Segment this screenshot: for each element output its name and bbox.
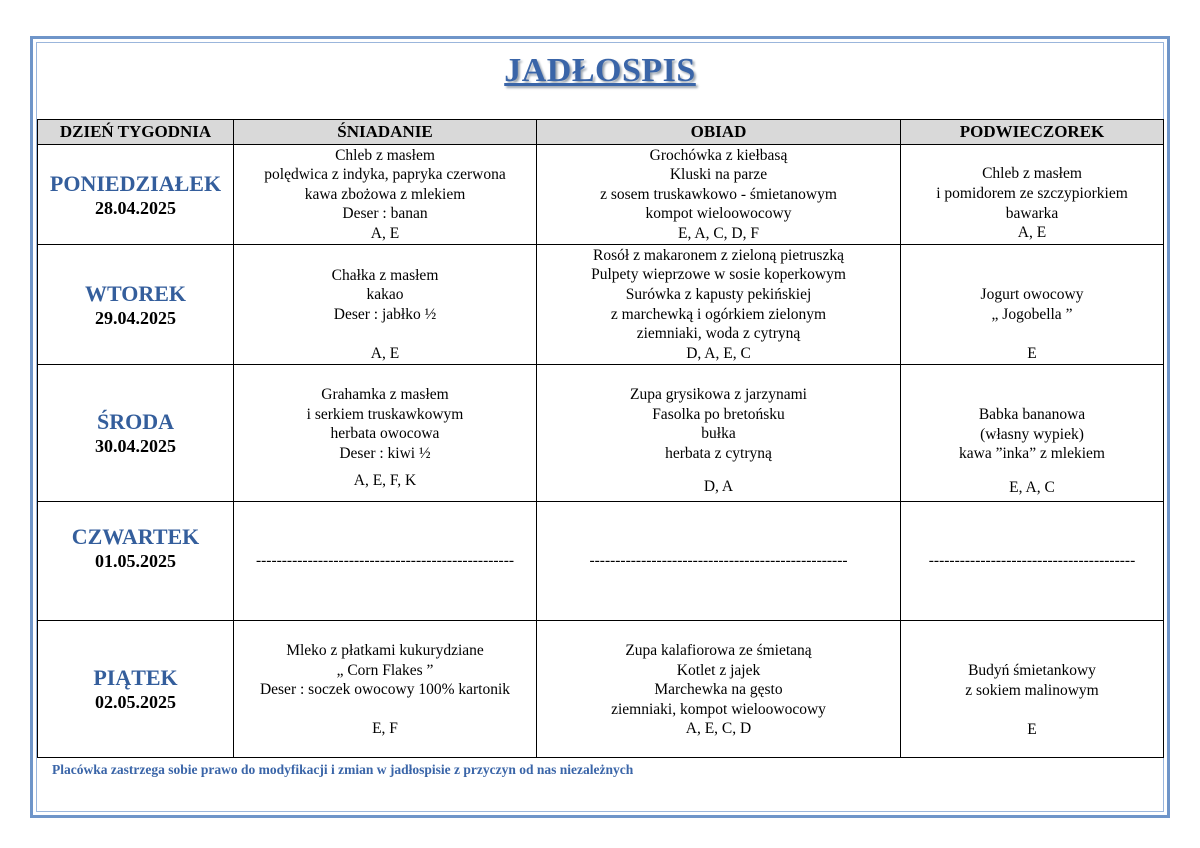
menu-line: Grahamka z masłem bbox=[321, 386, 449, 403]
menu-line: kompot wieloowocowy bbox=[645, 205, 792, 223]
menu-line: Kluski na parze bbox=[669, 166, 768, 184]
day-cell-wednesday bbox=[38, 365, 234, 502]
menu-line: Zupa kalafiorowa ze śmietaną bbox=[625, 642, 812, 659]
allergens: D, A, E, C bbox=[686, 344, 751, 362]
empty-dash: -------------------------------------------------- bbox=[255, 552, 515, 570]
day-cell-friday bbox=[38, 621, 234, 758]
menu-line: Chałka z masłem bbox=[331, 266, 439, 284]
menu-line: (własny wypiek) bbox=[980, 425, 1084, 443]
menu-line: Grochówka z kiełbasą bbox=[649, 146, 788, 164]
breakfast-cell-monday bbox=[234, 145, 537, 245]
menu-line: Babka bananowa bbox=[978, 406, 1086, 423]
table-row-monday bbox=[38, 145, 1164, 245]
menu-line: i serkiem truskawkowym bbox=[306, 405, 464, 423]
breakfast-cell-tuesday bbox=[234, 245, 537, 365]
day-name: CZWARTEK bbox=[71, 524, 200, 549]
menu-line: i pomidorem ze szczypiorkiem bbox=[936, 184, 1128, 202]
menu-line: Pulpety wieprzowe w sosie koperkowym bbox=[591, 266, 846, 284]
menu-line: Kotlet z jajek bbox=[676, 661, 761, 679]
table-row-tuesday bbox=[38, 245, 1164, 365]
menu-line: herbata z cytryną bbox=[665, 444, 772, 462]
header-row bbox=[38, 120, 1164, 145]
allergens: D, A bbox=[703, 478, 734, 496]
menu-line: bułka bbox=[701, 425, 736, 443]
menu-line: Deser : banan bbox=[342, 205, 428, 223]
day-date: 30.04.2025 bbox=[95, 436, 176, 456]
menu-line: Surówka z kapusty pekińskiej bbox=[625, 285, 812, 303]
menu-line: Chleb z masłem bbox=[982, 165, 1082, 183]
allergens: A, E, C, D bbox=[685, 720, 752, 738]
empty-dash: -------------------------------------------------- bbox=[589, 552, 848, 570]
footer-note: Placówka zastrzega sobie prawo do modyfikacji i zmian w jadłospisie z przyczyn od nas niezależnych bbox=[52, 762, 634, 777]
day-name: PONIEDZIAŁEK bbox=[49, 170, 222, 196]
menu-table bbox=[37, 119, 1164, 758]
allergens: A, E bbox=[370, 344, 400, 362]
menu-line: Marchewka na gęsto bbox=[654, 681, 783, 699]
table-row-thursday bbox=[38, 502, 1164, 621]
allergens: E, A, C, D, F bbox=[678, 224, 759, 242]
day-date: 01.05.2025 bbox=[95, 551, 176, 571]
menu-line: Deser : jabłko ½ bbox=[333, 305, 437, 323]
allergens: E, A, C bbox=[1009, 478, 1055, 496]
day-date: 02.05.2025 bbox=[95, 692, 176, 712]
snack-cell-tuesday bbox=[901, 245, 1164, 365]
day-name: PIĄTEK bbox=[93, 665, 178, 690]
allergens: E bbox=[1027, 345, 1037, 363]
menu-line: Chleb z masłem bbox=[335, 146, 435, 164]
header-breakfast: ŚNIADANIE bbox=[234, 120, 537, 145]
day-name: WTOREK bbox=[84, 280, 187, 306]
breakfast-cell-friday bbox=[234, 621, 537, 758]
snack-cell-wednesday bbox=[901, 365, 1164, 502]
menu-line: bawarka bbox=[1005, 204, 1059, 222]
menu-line: Zupa grysikowa z jarzynami bbox=[630, 386, 807, 403]
menu-line: Fasolka po bretońsku bbox=[652, 405, 785, 423]
menu-line: Deser : soczek owocowy 100% kartonik bbox=[259, 681, 511, 699]
snack-cell-thursday bbox=[901, 502, 1164, 621]
menu-line: ziemniaki, kompot wieloowocowy bbox=[611, 700, 826, 718]
menu-line: Mleko z płatkami kukurydziane bbox=[286, 642, 484, 659]
breakfast-cell-wednesday bbox=[234, 365, 537, 502]
header-lunch: OBIAD bbox=[537, 120, 901, 145]
menu-line: ziemniaki, woda z cytryną bbox=[636, 325, 801, 343]
menu-line: Jogurt owocowy bbox=[980, 286, 1084, 304]
header-day: DZIEŃ TYGODNIA bbox=[38, 120, 234, 145]
lunch-cell-thursday bbox=[537, 502, 901, 621]
menu-line: Rosół z makaronem z zieloną pietruszką bbox=[593, 246, 844, 264]
menu-line: z sosem truskawkowo - śmietanowym bbox=[600, 185, 837, 203]
menu-line: kakao bbox=[366, 286, 404, 304]
table-row-friday bbox=[38, 621, 1164, 758]
menu-line: Deser : kiwi ½ bbox=[339, 444, 431, 462]
menu-line: z sokiem malinowym bbox=[965, 681, 1099, 699]
menu-line: Budyń śmietankowy bbox=[968, 662, 1096, 679]
day-cell-tuesday bbox=[38, 245, 234, 365]
day-date: 29.04.2025 bbox=[95, 307, 176, 328]
menu-line: „ Jogobella ” bbox=[991, 305, 1073, 323]
lunch-cell-monday bbox=[537, 145, 901, 245]
snack-cell-friday bbox=[901, 621, 1164, 758]
menu-line: kawa ”inka” z mlekiem bbox=[959, 445, 1105, 463]
lunch-cell-friday bbox=[537, 621, 901, 758]
page-title: JADŁOSPIS bbox=[504, 52, 696, 89]
menu-line: „ Corn Flakes ” bbox=[336, 661, 434, 679]
table-row-wednesday bbox=[38, 365, 1164, 502]
allergens: A, E bbox=[370, 224, 400, 242]
menu-line: kawa zbożowa z mlekiem bbox=[304, 185, 466, 203]
snack-cell-monday bbox=[901, 145, 1164, 245]
empty-dash: ---------------------------------------- bbox=[928, 552, 1136, 570]
header-snack: PODWIECZOREK bbox=[901, 120, 1164, 145]
breakfast-cell-thursday bbox=[234, 502, 537, 621]
day-cell-monday bbox=[38, 145, 234, 245]
allergens: A, E, F, K bbox=[353, 472, 417, 490]
menu-line: polędwica z indyka, papryka czerwona bbox=[264, 166, 506, 184]
allergens: E, F bbox=[372, 720, 398, 738]
day-cell-thursday bbox=[38, 502, 234, 621]
day-date: 28.04.2025 bbox=[95, 197, 176, 218]
allergens: E bbox=[1027, 720, 1037, 738]
menu-line: herbata owocowa bbox=[330, 425, 440, 443]
day-name: ŚRODA bbox=[96, 409, 174, 434]
lunch-cell-wednesday bbox=[537, 365, 901, 502]
allergens: A, E bbox=[1017, 224, 1047, 242]
lunch-cell-tuesday bbox=[537, 245, 901, 365]
menu-line: z marchewką i ogórkiem zielonym bbox=[610, 305, 827, 323]
